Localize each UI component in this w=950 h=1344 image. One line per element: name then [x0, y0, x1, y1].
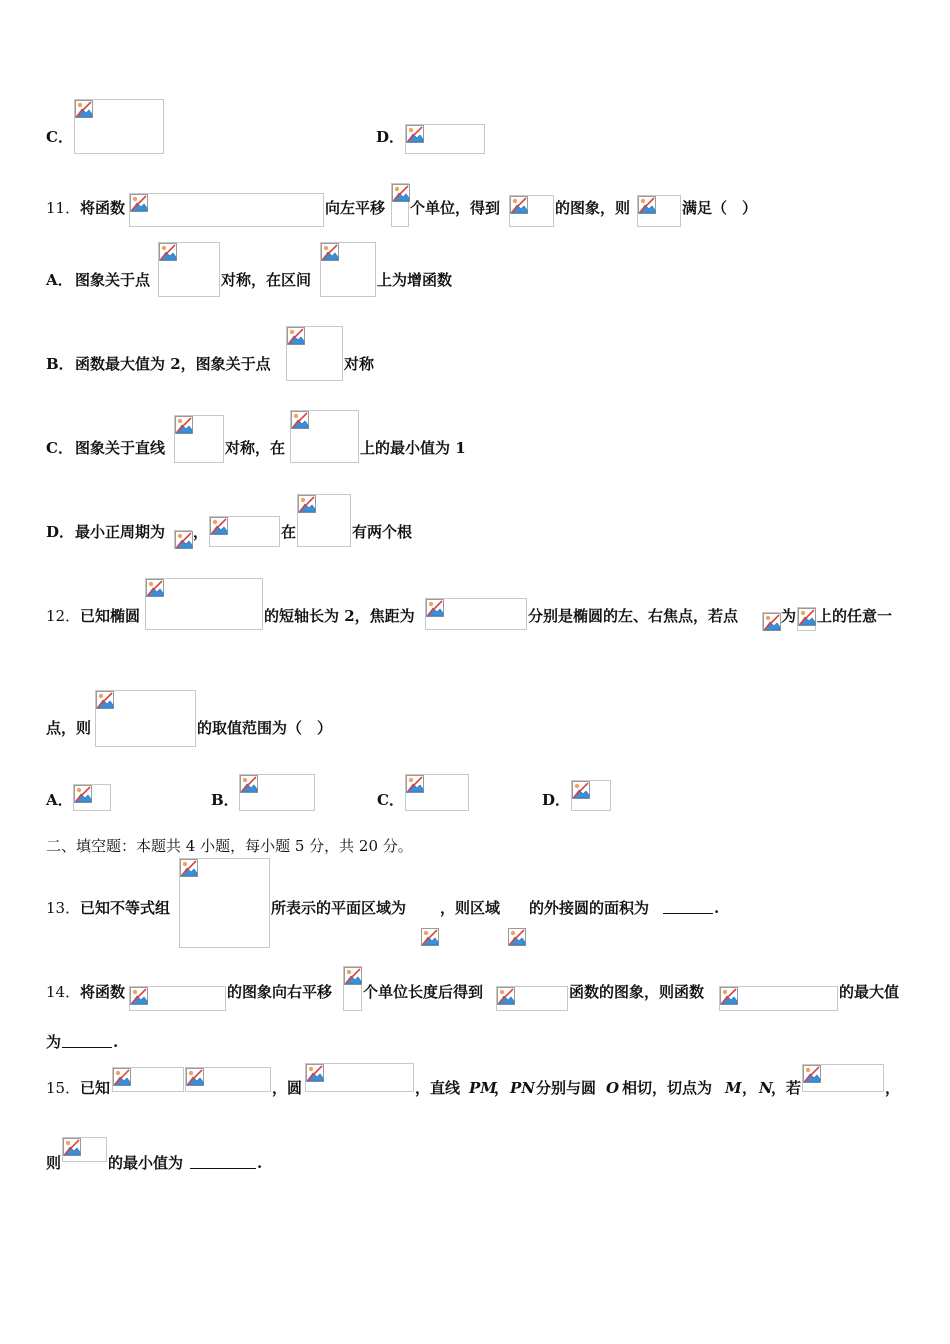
question-text: 的图象，则 [555, 199, 631, 217]
broken-image-icon [510, 196, 528, 214]
option-text: 对称，在 [225, 439, 286, 457]
formula-image [797, 607, 816, 631]
answer-blank[interactable] [190, 1154, 256, 1173]
broken-image-icon [96, 691, 114, 709]
broken-image-icon [75, 100, 93, 118]
question-text: 的取值范围为（ ） [197, 719, 333, 737]
question-text: 的外接圆的面积为 [529, 899, 650, 917]
formula-image [129, 193, 324, 227]
question-text: . [714, 899, 720, 917]
formula-image [185, 1067, 271, 1092]
option-b-label: B． [46, 355, 74, 373]
broken-image-icon [763, 613, 781, 631]
formula-image [637, 195, 681, 227]
formula-image [179, 858, 270, 948]
question-text: 个单位，得到 [410, 199, 501, 217]
section-heading: 二、填空题：本题共 4 小题，每小题 5 分，共 20 分。 [46, 837, 413, 855]
option-c-label: C． [46, 439, 73, 457]
formula-image [73, 784, 111, 811]
question-text: ，若 [771, 1079, 802, 1097]
formula-image [112, 1067, 184, 1092]
broken-image-icon [344, 967, 362, 985]
question-text: 满足（ ） [682, 199, 758, 217]
question-text: 的短轴长为 2，焦距为 [264, 607, 415, 625]
formula-image [305, 1063, 414, 1092]
broken-image-icon [159, 243, 177, 261]
question-text: ，圆 [272, 1079, 303, 1097]
question-text: 个单位长度后得到 [363, 983, 484, 1001]
option-d-label: D． [46, 523, 75, 541]
question-text: 已知 [80, 1079, 111, 1097]
broken-image-icon [392, 184, 410, 202]
formula-image [508, 928, 527, 947]
broken-image-icon [210, 517, 228, 535]
question-text: 为 [781, 607, 797, 625]
formula-image [425, 598, 527, 630]
broken-image-icon [113, 1068, 131, 1086]
broken-image-icon [186, 1068, 204, 1086]
broken-image-icon [175, 531, 193, 549]
broken-image-icon [130, 987, 148, 1005]
option-text: 图象关于点 [75, 271, 151, 289]
question-text: ， [885, 1079, 901, 1097]
question-text: 分别与圆 [536, 1079, 597, 1097]
formula-image [95, 690, 196, 747]
formula-image [74, 99, 164, 154]
broken-image-icon [321, 243, 339, 261]
formula-image [129, 986, 226, 1011]
formula-image [405, 774, 469, 811]
broken-image-icon [720, 987, 738, 1005]
option-text: 有两个根 [352, 523, 413, 541]
broken-image-icon [287, 327, 305, 345]
question-number: 13． [46, 899, 81, 917]
question-text: . [113, 1033, 119, 1051]
broken-image-icon [638, 196, 656, 214]
question-text: 上的任意一 [817, 607, 893, 625]
broken-image-icon [306, 1064, 324, 1082]
formula-image [421, 928, 440, 947]
broken-image-icon [146, 579, 164, 597]
broken-image-icon [421, 928, 439, 946]
question-text: 的图象向右平移 [227, 983, 333, 1001]
formula-image [145, 578, 263, 630]
formula-image [343, 966, 362, 1011]
broken-image-icon [63, 1138, 81, 1156]
question-text: 函数的图象，则函数 [569, 983, 705, 1001]
broken-image-icon [798, 608, 816, 626]
option-text: 在 [281, 523, 297, 541]
broken-image-icon [130, 194, 148, 212]
broken-image-icon [240, 775, 258, 793]
option-c-label: C． [377, 791, 404, 809]
option-a-label: A． [46, 791, 73, 809]
question-text: 将函数 [80, 983, 126, 1001]
broken-image-icon [803, 1065, 821, 1083]
question-text: 为 [46, 1033, 62, 1051]
option-text: 上的最小值为 1 [360, 439, 466, 457]
option-a-label: A． [46, 271, 73, 289]
question-text: 点，则 [46, 719, 92, 737]
question-number: 14． [46, 983, 81, 1001]
question-text: 所表示的平面区域为 [271, 899, 407, 917]
line-pm: PM [469, 1079, 497, 1097]
question-text: 的最大值 [839, 983, 900, 1001]
question-text: ，直线 [415, 1079, 461, 1097]
formula-image [286, 326, 343, 381]
question-text: 已知不等式组 [80, 899, 171, 917]
broken-image-icon [180, 859, 198, 877]
option-text: 对称 [344, 355, 375, 373]
formula-image [802, 1064, 884, 1092]
answer-blank[interactable] [62, 1033, 112, 1052]
option-text: ， [193, 523, 209, 541]
option-text: 上为增函数 [377, 271, 453, 289]
option-c-label: C． [46, 128, 73, 146]
question-text: 的最小值为 [108, 1154, 184, 1172]
question-text: ，则区域 [440, 899, 501, 917]
point-n: N [759, 1079, 773, 1097]
formula-image [158, 242, 220, 297]
formula-image [496, 986, 568, 1011]
option-d-label: D． [542, 791, 571, 809]
question-text: 已知椭圆 [80, 607, 141, 625]
question-text: 将函数 [80, 199, 126, 217]
broken-image-icon [406, 125, 424, 143]
formula-image [320, 242, 376, 297]
broken-image-icon [508, 928, 526, 946]
line-pn: PN [510, 1079, 535, 1097]
broken-image-icon [426, 599, 444, 617]
question-text: ， [742, 1079, 758, 1097]
formula-image [297, 494, 351, 547]
formula-image [174, 415, 224, 463]
option-text: 图象关于直线 [75, 439, 166, 457]
question-text: 向左平移 [325, 199, 386, 217]
option-b-label: B． [211, 791, 239, 809]
formula-image [391, 183, 409, 227]
option-text: 函数最大值为 2，图象关于点 [75, 355, 271, 373]
question-text: ， [494, 1079, 510, 1097]
formula-image [719, 986, 838, 1011]
broken-image-icon [497, 987, 515, 1005]
broken-image-icon [406, 775, 424, 793]
formula-image [762, 612, 780, 631]
formula-image [571, 780, 611, 811]
question-number: 11． [46, 199, 81, 217]
question-text: 分别是椭圆的左、右焦点，若点 [528, 607, 739, 625]
question-text: 则 [46, 1154, 62, 1172]
option-d-label: D． [376, 128, 405, 146]
formula-image [290, 410, 359, 463]
point-m: M [725, 1079, 742, 1097]
broken-image-icon [175, 416, 193, 434]
question-text: 相切，切点为 [622, 1079, 713, 1097]
formula-image [405, 124, 485, 154]
formula-image [174, 530, 192, 549]
formula-image [62, 1137, 107, 1162]
broken-image-icon [291, 411, 309, 429]
circle-o: O [606, 1079, 620, 1097]
broken-image-icon [298, 495, 316, 513]
question-text: . [257, 1154, 263, 1172]
formula-image [509, 195, 554, 227]
formula-image [209, 516, 280, 547]
answer-blank[interactable] [663, 899, 713, 918]
broken-image-icon [74, 785, 92, 803]
broken-image-icon [572, 781, 590, 799]
formula-image [239, 774, 315, 811]
question-number: 12． [46, 607, 81, 625]
question-number: 15． [46, 1079, 81, 1097]
option-text: 对称，在区间 [221, 271, 312, 289]
option-text: 最小正周期为 [75, 523, 166, 541]
